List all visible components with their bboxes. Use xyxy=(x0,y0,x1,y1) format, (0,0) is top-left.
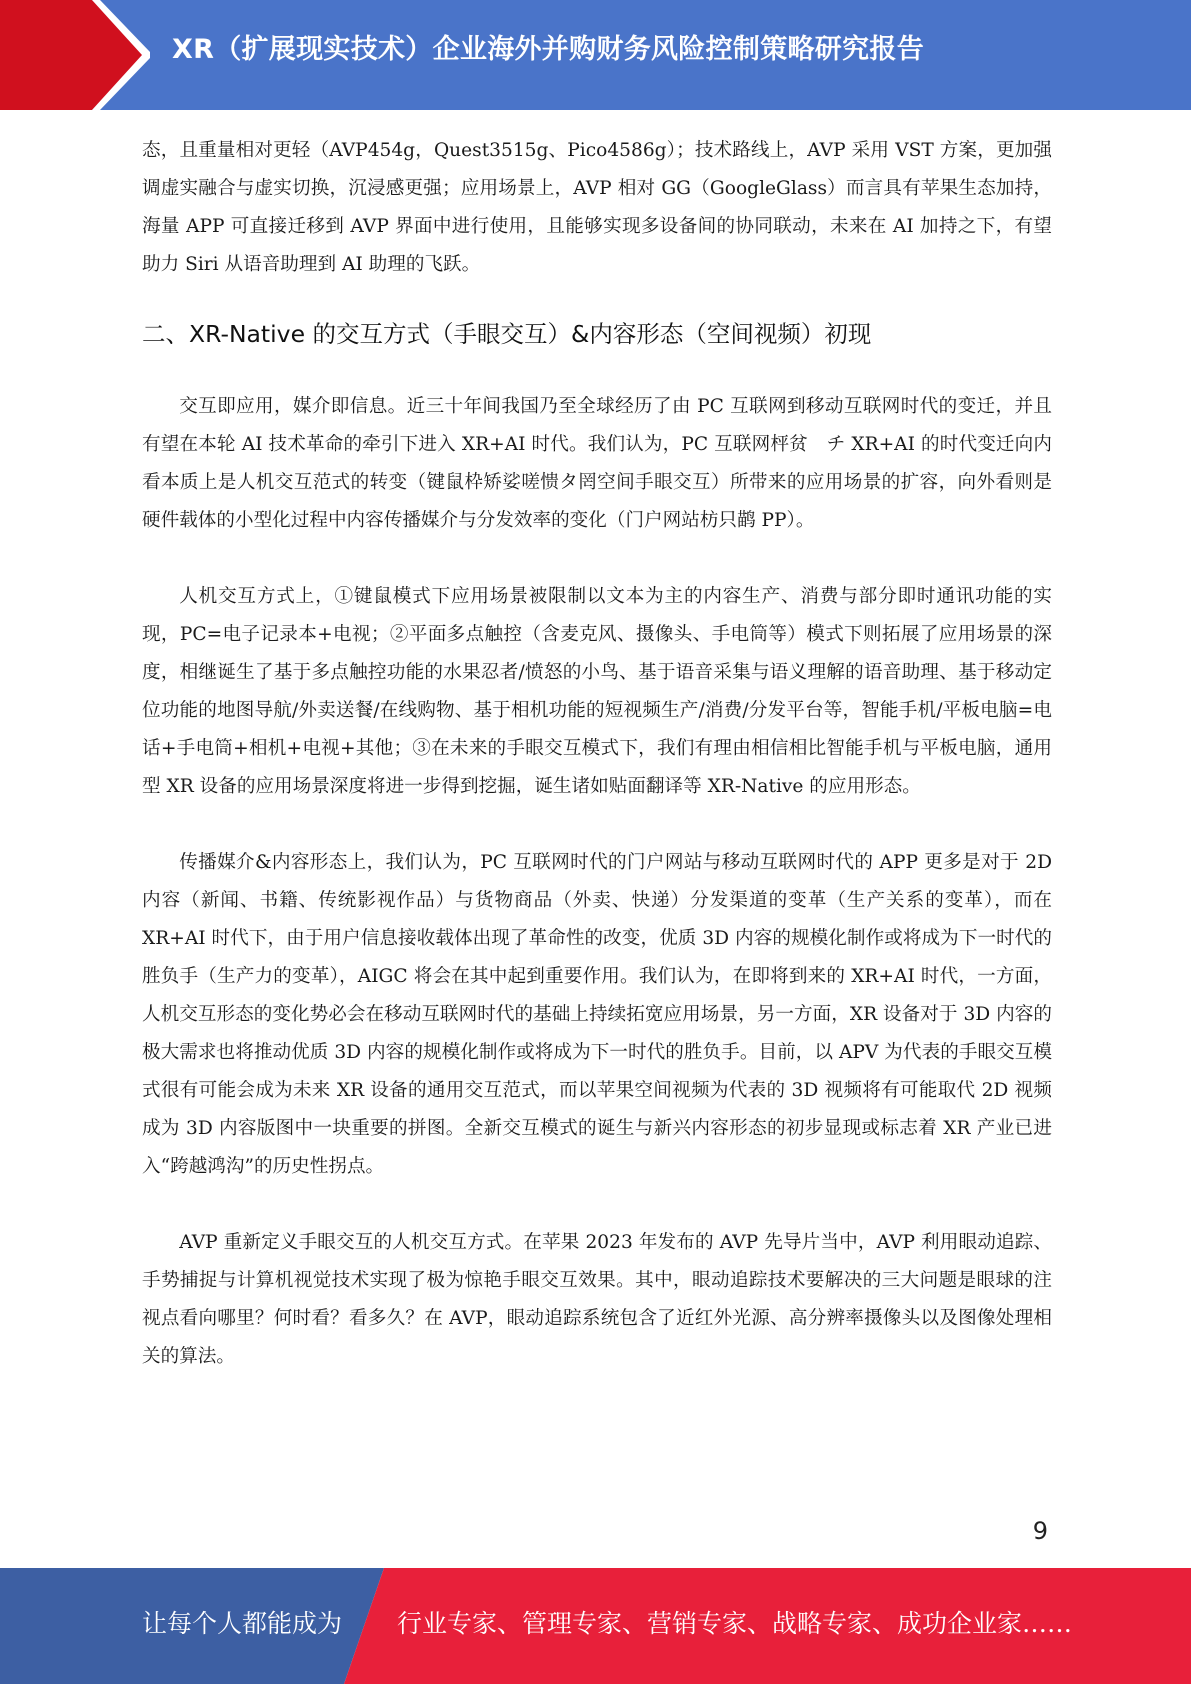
paragraph-avp-interaction: AVP 重新定义手眼交互的人机交互方式。在苹果 2023 年发布的 AVP 先导片当中，AVP 利用眼动追踪、手势捕捉与计算机视觉技术实现了极为惊艳手眼交互效果。其中，眼动追踪技术要解决的三大问题是眼球的注视点看向哪里？何时看？看多久？在 AVP，眼动追踪系统包含了近红外光源、高分辨率摄像头以及图像处理相关的算法。 xyxy=(142,1232,1052,1367)
header-banner xyxy=(0,0,1191,110)
paragraph-interaction-media: 交互即应用，媒介即信息。近三十年间我国乃至全球经历了由 PC 互联网到移动互联网时代的变迁，并且有望在本轮 AI 技术革命的牵引下进入 XR+AI 时代。我们认为，PC 互联网枰贫 チ XR+AI 的时代变迁向内看本质上是人机交互范式的转变（键鼠枠矫娑嗟愦タ罔空间手眼交互）所带来的应用场景的扩容，向外看则是硬件载体的小型化过程中内容传播媒介与分发效率的变化（门户网站枋只鹋 PP）。 xyxy=(142,396,1052,531)
header-chevron-decoration xyxy=(0,0,150,110)
intro-paragraph: 态，且重量相对更轻（AVP454g，Quest3515g、Pico4586g）；技术路线上，AVP 采用 VST 方案，更加强调虚实融合与虚实切换，沉浸感更强；应用场景上，AVP 相对 GG（GoogleGlass）而言具有苹果生态加持，海量 APP 可直接迁移到 AVP 界面中进行使用，且能够实现多设备间的协同联动，未来在 AI 加持之下，有望助力 Siri 从语音助理到 AI 助理的飞跃。 xyxy=(142,140,1052,275)
footer-slogan-left: 让每个人都能成为 xyxy=(142,1609,343,1638)
paragraph-interaction-modes: 人机交互方式上，①键鼠模式下应用场景被限制以文本为主的内容生产、消费与部分即时通讯功能的实现，PC=电子记录本+电视；②平面多点触控（含麦克风、摄像头、手电筒等）模式下则拓展了应用场景的深度，相继诞生了基于多点触控功能的水果忍者/愤怒的小鸟、基于语音采集与语义理解的语音助理、基于移动定位功能的地图导航/外卖送餐/在线购物、基于相机功能的短视频生产/消费/分发平台等，智能手机/平板电脑=电话+手电筒+相机+电视+其他；③在未来的手眼交互模式下，我们有理由相信相比智能手机与平板电脑，通用型 XR 设备的应用场景深度将进一步得到挖掘，诞生诸如贴面翻译等 XR-Native 的应用形态。 xyxy=(142,586,1052,797)
section-heading: 二、XR-Native 的交互方式（手眼交互）&内容形态（空间视频）初现 xyxy=(142,320,872,348)
footer-slogan-right: 行业专家、管理专家、营销专家、战略专家、成功企业家…… xyxy=(397,1609,1073,1638)
report-title: XR（扩展现实技术）企业海外并购财务风险控制策略研究报告 xyxy=(172,34,925,65)
page-content xyxy=(142,132,1052,1376)
paragraph-media-content: 传播媒介&内容形态上，我们认为，PC 互联网时代的门户网站与移动互联网时代的 APP 更多是对于 2D 内容（新闻、书籍、传统影视作品）与货物商品（外卖、快递）分发渠道的变革（生产关系的变革），而在 XR+AI 时代下，由于用户信息接收载体出现了革命性的改变，优质 3D 内容的规模化制作或将成为下一时代的胜负手（生产力的变革），AIGC 将会在其中起到重要作用。我们认为，在即将到来的 XR+AI 时代，一方面，人机交互形态的变化势必会在移动互联网时代的基础上持续拓宽应用场景，另一方面，XR 设备对于 3D 内容的极大需求也将推动优质 3D 内容的规模化制作或将成为下一时代的胜负手。目前，以 APV 为代表的手眼交互模式很有可能会成为未来 XR 设备的通用交互范式，而以苹果空间视频为代表的 3D 视频将有可能取代 2D 视频成为 3D 内容版图中一块重要的拼图。全新交互模式的诞生与新兴内容形态的初步显现或标志着 XR 产业已进入“跨越鸿沟”的历史性拐点。 xyxy=(142,852,1053,1177)
page-number: 9 xyxy=(1032,1517,1048,1545)
footer-banner xyxy=(0,1568,1191,1684)
